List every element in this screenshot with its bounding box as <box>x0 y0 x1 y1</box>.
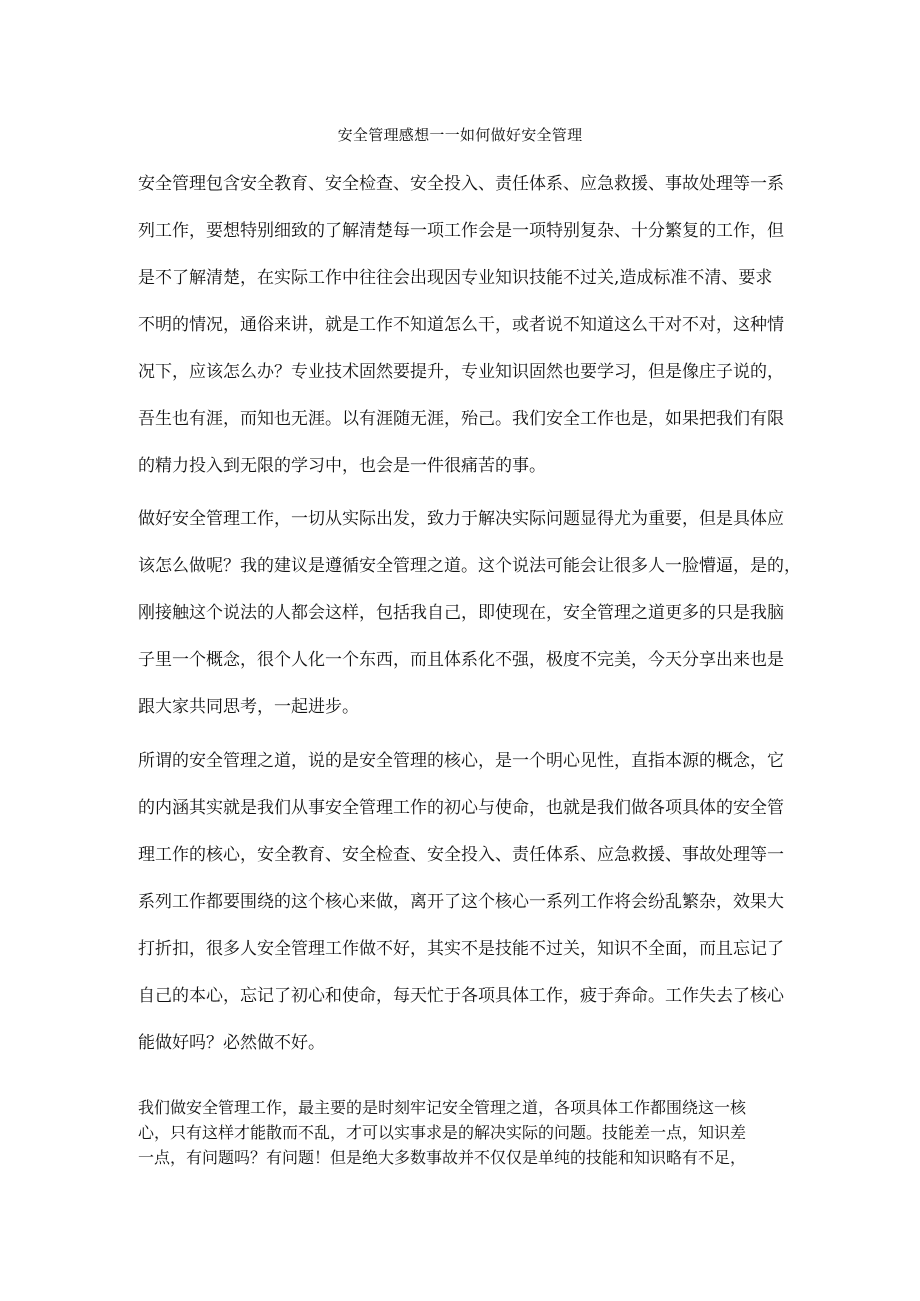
paragraph-2-line: 刚接触这个说法的人都会这样，包括我自己，即使现在，安全管理之道更多的只是我脑 <box>138 603 784 623</box>
paragraph-4-line: 我们做安全管理工作，最主要的是时刻牢记安全管理之道，各项具体工作都围绕这一核 <box>138 1098 747 1117</box>
paragraph-3-line: 自己的本心，忘记了初心和使命，每天忙于各项具体工作，疲于奔命。工作失去了核心 <box>138 986 784 1006</box>
paragraph-4-line: 心，只有这样才能散而不乱，才可以实事求是的解决实际的问题。技能差一点，知识差 <box>138 1123 747 1142</box>
paragraph-3-line: 所谓的安全管理之道，说的是安全管理的核心，是一个明心见性，直指本源的概念，它 <box>138 751 784 771</box>
paragraph-1-line: 况下，应该怎么办？专业技术固然要提升，专业知识固然也要学习，但是像庄子说的， <box>138 362 784 382</box>
paragraph-4-line: 一点，有问题吗？有问题！但是绝大多数事故并不仅仅是单纯的技能和知识略有不足， <box>138 1148 747 1167</box>
paragraph-1-line: 安全管理包含安全教育、安全检查、安全投入、责任体系、应急救援、事故处理等一系 <box>138 174 784 194</box>
paragraph-2-line: 该怎么做呢？我的建议是遵循安全管理之道。这个说法可能会让很多人一脸懵逼，是的， <box>138 556 801 576</box>
document-title: 安全管理感想一一如何做好安全管理 <box>337 126 583 144</box>
paragraph-2-line: 子里一个概念，很个人化一个东西，而且体系化不强，极度不完美，今天分享出来也是 <box>138 650 784 670</box>
paragraph-1-line: 是不了解清楚，在实际工作中往往会出现因专业知识技能不过关,造成标准不清、要求 <box>138 268 773 288</box>
paragraph-1-line: 的精力投入到无限的学习中，也会是一件很痛苦的事。 <box>138 456 546 476</box>
paragraph-2-line: 做好安全管理工作，一切从实际出发，致力于解决实际问题显得尤为重要，但是具体应 <box>138 509 784 529</box>
paragraph-1-line: 列工作，要想特别细致的了解清楚每一项工作会是一项特别复杂、十分繁复的工作，但 <box>138 221 784 241</box>
paragraph-3-line: 系列工作都要围绕的这个核心来做，离开了这个核心一系列工作将会纷乱繁杂，效果大 <box>138 892 784 912</box>
paragraph-1-line: 吾生也有涯，而知也无涯。以有涯随无涯，殆己。我们安全工作也是，如果把我们有限 <box>138 409 784 429</box>
paragraph-3-line: 的内涵其实就是我们从事安全管理工作的初心与使命，也就是我们做各项具体的安全管 <box>138 798 784 818</box>
paragraph-2-line: 跟大家共同思考，一起进步。 <box>138 697 359 717</box>
paragraph-3-line: 能做好吗？必然做不好。 <box>138 1033 325 1053</box>
paragraph-1-line: 不明的情况，通俗来讲，就是工作不知道怎么干，或者说不知道这么干对不对，这种情 <box>138 315 784 335</box>
paragraph-3-line: 理工作的核心，安全教育、安全检查、安全投入、责任体系、应急救援、事故处理等一 <box>138 845 784 865</box>
paragraph-3-line: 打折扣，很多人安全管理工作做不好，其实不是技能不过关，知识不全面，而且忘记了 <box>138 939 784 959</box>
